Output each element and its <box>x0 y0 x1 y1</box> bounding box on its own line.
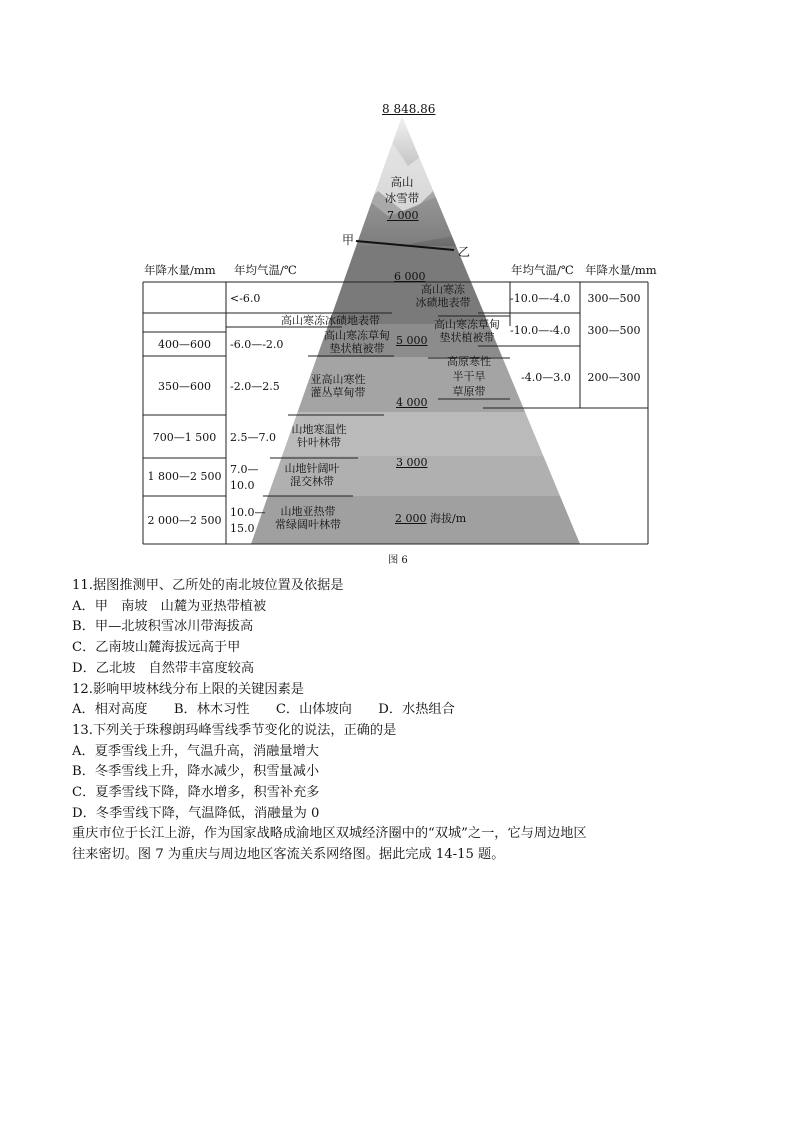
zone-evergreen-line1: 山地亚热带 <box>280 505 336 518</box>
question-12: 12.影响甲坡林线分布上限的关键因素是 <box>72 681 304 697</box>
header-left-precip: 年降水量/mm <box>144 263 216 277</box>
left-temp-row-5-line1: 7.0— <box>230 463 259 476</box>
zone-plateau-steppe <box>434 354 504 399</box>
altitude-6000: 6 000 <box>394 270 426 283</box>
zone-left-meadow-line2: 垫状植被带 <box>329 342 385 355</box>
altitude-unit: 海拔/m <box>430 512 467 525</box>
question-11-option-b: B．甲—北坡积雪冰川带海拔高 <box>72 619 254 635</box>
zone-right-tundra-line2: 冰碛地表带 <box>415 296 471 309</box>
question-13-option-c: C．夏季雪线下降，降水增多，积雪补充多 <box>72 785 320 801</box>
question-11-option-a: A．甲 南坡 山麓为亚热带植被 <box>72 598 267 614</box>
peak-elevation: 8 848.86 <box>382 102 436 116</box>
question-13: 13.下列关于珠穆朗玛峰雪线季节变化的说法，正确的是 <box>72 722 397 738</box>
question-13-option-b: B．冬季雪线上升，降水减少，积雪量减小 <box>72 764 320 780</box>
zone-plateau-steppe-line2: 半干旱 <box>452 370 486 383</box>
zone-evergreen-line2: 常绿阔叶林带 <box>275 518 341 531</box>
question-13-option-a: A．夏季雪线上升，气温升高，消融量增大 <box>72 743 319 759</box>
zone-right-tundra-line1: 高山寒冻 <box>421 283 465 296</box>
zone-mixed-line2: 混交林带 <box>290 475 334 488</box>
zone-evergreen <box>268 505 348 531</box>
left-precip-row-6: 2 000—2 500 <box>147 514 222 527</box>
altitude-3000: 3 000 <box>396 456 428 469</box>
left-precip-row-4: 700—1 500 <box>152 431 217 444</box>
left-temp-row-6-line1: 10.0— <box>230 506 266 519</box>
altitude-7000: 7 000 <box>387 209 419 222</box>
question-12-options: A．相对高度 B．林木习性 C．山体坡向 D．水热组合 <box>72 702 455 718</box>
zone-subalpine-line1: 亚高山寒性 <box>310 373 366 386</box>
left-temp-row-6-line2: 15.0 <box>230 522 255 535</box>
question-block <box>72 576 732 866</box>
altitude-5000: 5 000 <box>396 334 428 347</box>
zone-ice-snow-line1: 高山 <box>390 175 414 189</box>
passage-line-1: 重庆市位于长江上游，作为国家战略成渝地区双城经济圈中的“双城”之一，它与周边地区 <box>72 826 587 842</box>
header-right-temp: 年均气温/℃ <box>511 263 574 277</box>
passage-line-2: 往来密切。图 7 为重庆与周边地区客流关系网络图。据此完成 14-15 题。 <box>72 847 505 863</box>
zone-right-meadow-line1: 高山寒冻草甸 <box>434 318 500 331</box>
zone-left-meadow-line1: 高山寒冻草甸 <box>324 329 390 342</box>
zone-right-tundra <box>408 283 478 309</box>
right-temp-row-3: -4.0—3.0 <box>521 371 571 384</box>
zone-right-meadow-line2: 垫状植被带 <box>439 331 495 344</box>
zone-coniferous <box>283 423 355 449</box>
zone-left-tundra: 高山寒冻冰碛地表带 <box>281 314 380 327</box>
zone-coniferous-line2: 针叶林带 <box>297 436 341 449</box>
zone-subalpine-line2: 灌丛草甸带 <box>310 386 366 399</box>
left-precip-row-5: 1 800—2 500 <box>147 470 222 483</box>
question-11-option-c: C．乙南坡山麓海拔远高于甲 <box>72 640 241 656</box>
zone-mixed-line1: 山地针阔叶 <box>284 462 340 475</box>
zone-left-meadow <box>315 329 399 355</box>
left-temp-row-1: <-6.0 <box>230 292 261 305</box>
right-temp-row-2: -10.0—-4.0 <box>510 324 571 337</box>
left-temp-row-5 <box>230 462 259 494</box>
right-temp-row-1: -10.0—-4.0 <box>510 292 571 305</box>
figure-caption: 图 6 <box>388 555 408 566</box>
altitude-4000: 4 000 <box>396 396 428 409</box>
altitude-2000: 2 000 <box>395 512 427 525</box>
zone-subalpine <box>301 373 375 399</box>
header-right-precip: 年降水量/mm <box>585 263 657 277</box>
left-temp-row-3: -2.0—2.5 <box>230 380 280 393</box>
question-11-option-d: D．乙北坡 自然带丰富度较高 <box>72 660 255 676</box>
left-precip-row-3: 350—600 <box>158 380 211 393</box>
left-precip-row-2: 400—600 <box>158 338 211 351</box>
marker-yi: 乙 <box>458 245 471 259</box>
question-13-option-d: D．冬季雪线下降，气温降低，消融量为 0 <box>72 805 320 821</box>
zone-ice-snow-line2: 冰雪带 <box>384 191 420 205</box>
left-temp-row-2: -6.0—-2.0 <box>230 338 284 351</box>
left-temp-row-4: 2.5—7.0 <box>230 431 276 444</box>
question-11: 11.据图推测甲、乙所处的南北坡位置及依据是 <box>72 578 344 593</box>
right-precip-row-1: 300—500 <box>587 292 641 305</box>
marker-jia: 甲 <box>342 233 355 247</box>
zone-coniferous-line1: 山地寒温性 <box>291 423 347 436</box>
zone-plateau-steppe-line1: 高原寒性 <box>447 355 491 368</box>
zone-right-meadow <box>425 318 509 344</box>
left-temp-row-6 <box>230 505 266 537</box>
zone-mixed-forest <box>276 462 348 488</box>
mountain-zonation-figure <box>138 96 660 568</box>
right-precip-row-3: 200—300 <box>587 371 641 384</box>
zone-ice-snow <box>374 174 430 206</box>
header-left-temp: 年均气温/℃ <box>234 263 297 277</box>
left-temp-row-5-line2: 10.0 <box>230 479 255 492</box>
tundra-band <box>138 246 660 324</box>
zone-plateau-steppe-line3: 草原带 <box>452 385 486 398</box>
right-precip-row-2: 300—500 <box>587 324 641 337</box>
